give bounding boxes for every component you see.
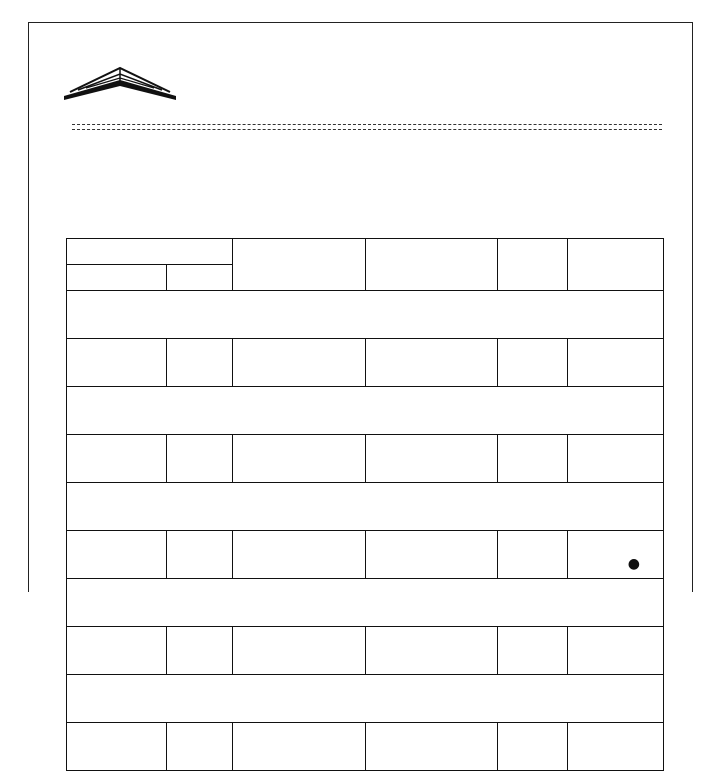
border-right-triangles bbox=[700, 18, 718, 587]
header-period bbox=[497, 239, 567, 291]
inner-frame-top bbox=[28, 22, 692, 23]
inner-frame-left bbox=[28, 22, 29, 592]
row-gap bbox=[67, 387, 664, 435]
table-row bbox=[67, 435, 664, 483]
table-row bbox=[67, 339, 664, 387]
border-left-triangles bbox=[2, 18, 20, 587]
subject-cell bbox=[365, 723, 497, 771]
day-cell bbox=[567, 531, 663, 579]
duration-cell bbox=[233, 627, 365, 675]
row-gap bbox=[67, 483, 664, 531]
from-cell bbox=[167, 531, 233, 579]
day-cell bbox=[567, 627, 663, 675]
table-row bbox=[67, 531, 664, 579]
exam-schedule-table bbox=[66, 238, 664, 771]
footer-note bbox=[620, 556, 640, 572]
header-day bbox=[567, 239, 663, 291]
separator-line bbox=[72, 124, 662, 125]
day-cell bbox=[567, 723, 663, 771]
row-gap bbox=[67, 675, 664, 723]
day-cell bbox=[567, 339, 663, 387]
period-cell bbox=[497, 435, 567, 483]
from-cell bbox=[167, 723, 233, 771]
duration-cell bbox=[233, 531, 365, 579]
to-cell bbox=[67, 531, 167, 579]
duration-cell bbox=[233, 339, 365, 387]
to-cell bbox=[67, 723, 167, 771]
header-subject bbox=[365, 239, 497, 291]
header-to bbox=[67, 265, 167, 291]
duration-cell bbox=[233, 723, 365, 771]
from-cell bbox=[167, 339, 233, 387]
from-cell bbox=[167, 435, 233, 483]
subject-cell bbox=[365, 531, 497, 579]
duration-cell bbox=[233, 435, 365, 483]
period-cell bbox=[497, 531, 567, 579]
subject-cell bbox=[365, 627, 497, 675]
from-cell bbox=[167, 627, 233, 675]
book-logo-icon bbox=[50, 38, 190, 108]
inner-frame-right bbox=[692, 22, 693, 592]
bullet-icon: ● bbox=[627, 556, 640, 572]
period-cell bbox=[497, 723, 567, 771]
to-cell bbox=[67, 627, 167, 675]
subject-cell bbox=[365, 435, 497, 483]
header-duration bbox=[233, 239, 365, 291]
row-gap bbox=[67, 579, 664, 627]
to-cell bbox=[67, 339, 167, 387]
day-cell bbox=[567, 435, 663, 483]
period-cell bbox=[497, 339, 567, 387]
row-gap bbox=[67, 291, 664, 339]
header-from bbox=[167, 265, 233, 291]
department-logo bbox=[50, 30, 190, 118]
period-cell bbox=[497, 627, 567, 675]
header-time bbox=[67, 239, 233, 265]
table-row bbox=[67, 723, 664, 771]
subject-cell bbox=[365, 339, 497, 387]
table-row bbox=[67, 627, 664, 675]
separator-line bbox=[72, 129, 662, 130]
to-cell bbox=[67, 435, 167, 483]
border-top-triangles bbox=[12, 2, 708, 20]
